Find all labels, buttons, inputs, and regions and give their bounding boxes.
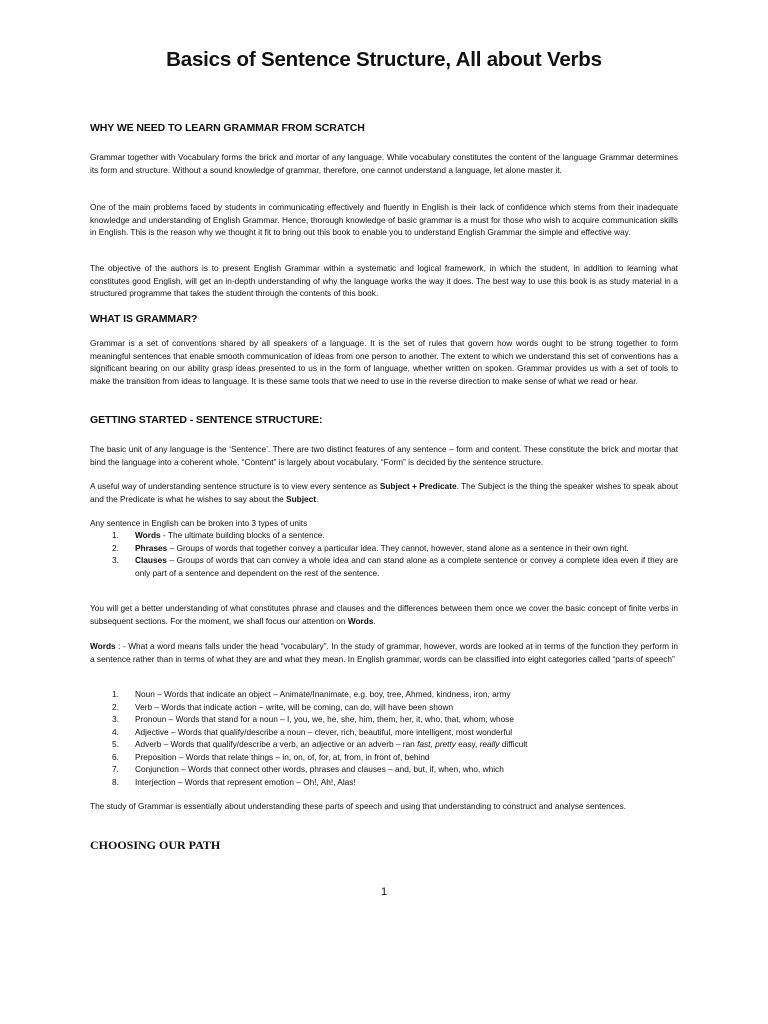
list-item <box>90 701 678 714</box>
document-title: Basics of Sentence Structure, All about Verbs <box>166 48 602 71</box>
text-run: . <box>316 493 319 504</box>
list-item <box>90 726 678 739</box>
units-list <box>90 529 678 579</box>
text-run: Preposition – Words that relate things – in, on, of, for, at, from, in front of, behind <box>135 751 430 762</box>
text-run: Interjection – Words that represent emotion – Oh!, Ah!, Alas! <box>135 776 356 787</box>
list-item <box>90 542 678 555</box>
list-number: 3. <box>112 714 119 724</box>
bold-term: Phrases <box>135 542 168 553</box>
paragraph: The basic unit of any language is the ‘Sentence’. There are two distinct features of any sentence – form and content. These constitute the brick and mortar that bind the language into a coherent whole. “Content” is largely about vocabulary. “Form” is decided by the sentence structure. <box>90 444 678 467</box>
text-run: . The Subject is the thing the speaker wishes to speak about and the Predicate is what he wishes to say about the <box>90 481 679 504</box>
heading-why-grammar: WHY WE NEED TO LEARN GRAMMAR FROM SCRATCH <box>90 122 365 134</box>
text-run: Conjunction – Words that connect other words, phrases and clauses – and, but, if, when, who, which <box>135 764 504 774</box>
text-run: A useful way of understanding sentence structure is to view every sentence as <box>90 481 380 491</box>
bold-term: Words <box>90 641 116 651</box>
paragraph: The study of Grammar is essentially about understanding these parts of speech and using that understanding to construct and analyse sentences. <box>90 801 626 811</box>
paragraph: One of the main problems faced by students in communicating effectively and fluently in English is their lack of confidence which stems from their inadequate knowledge and understanding of English Grammar. Hence, thorough knowledge of basic grammar is a must for those who wish to acquire communication skills in English. This is the reason why we thought it fit to bring out this book to enable you to understand English Grammar the simple and effective way. <box>90 202 678 237</box>
paragraph: Grammar together with Vocabulary forms the brick and mortar of any language. While vocabulary constitutes the content of the language Grammar determines its form and structure. Without a sound knowledge of grammar, therefore, one cannot understand a language, let alone master it. <box>90 152 678 175</box>
bold-term: Clauses <box>135 555 167 565</box>
text-run: Adverb – Words that qualify/describe a verb, an adjective or an adverb – ran <box>135 739 418 749</box>
list-item <box>90 763 678 776</box>
text-run: Verb – Words that indicate action – write, will be coming, can do, will have been shown <box>135 701 454 712</box>
italic-example: really <box>479 739 500 749</box>
page-number: 1 <box>380 886 388 898</box>
list-number: 1. <box>112 689 119 699</box>
paragraph: The objective of the authors is to present English Grammar within a systematic and logical framework, in which the student, in addition to learning what constitutes good English, will get an in-depth understanding of why the language works the way it does. The best way to use this book is as study material in a structured programme that takes the student through the contents of this book. <box>90 263 678 298</box>
bold-term: Words <box>347 615 374 626</box>
bold-term: Subject <box>286 493 316 504</box>
list-number: 3. <box>112 555 119 565</box>
list-item <box>90 554 678 579</box>
list-item <box>90 713 678 726</box>
list-item <box>90 776 678 789</box>
text-run: Pronoun – Words that stand for a noun – I, you, we, he, she, him, them, her, it, who, that, whom, whose <box>135 714 514 724</box>
italic-example: fast, pretty <box>417 739 456 749</box>
list-number: 8. <box>112 776 119 787</box>
text-run: : - What a word means falls under the head “vocabulary”. In the study of grammar, however, words are looked at in terms of the function they perform in a sentence rather than in terms of what they are and what they mean. In English grammar, words can be classified into eight categories called “parts of speech” <box>90 641 678 664</box>
paragraph <box>90 602 678 627</box>
text-run: Adjective – Words that qualify/describe a noun – clever, rich, beautiful, more intelligent, most wonderful <box>135 726 513 737</box>
text-run: difficult <box>499 739 528 749</box>
list-number: 6. <box>112 751 119 762</box>
list-item <box>90 738 678 751</box>
text-run: – Groups of words that can convey a whole idea and can stand alone as a complete sentence or convey a complete idea even if they are only part of a sentence and dependent on the rest of the sentence. <box>135 555 678 578</box>
list-number: 2. <box>112 701 119 712</box>
bold-term: Words <box>135 530 161 540</box>
text-run: Noun – Words that indicate an object – Animate/Inanimate, e.g. boy, tree, Ahmed, kindness, iron, army <box>135 689 511 699</box>
paragraph <box>90 480 678 505</box>
heading-choosing-our-path: CHOOSING OUR PATH <box>90 838 221 852</box>
list-item <box>90 751 678 764</box>
bold-term: Subject + Predicate <box>379 481 457 491</box>
text-run: easy, <box>455 739 480 749</box>
units-intro: Any sentence in English can be broken into 3 types of units <box>90 518 308 528</box>
text-run: - The ultimate building blocks of a sentence. <box>160 530 325 540</box>
text-run: You will get a better understanding of what constitutes phrase and clauses and the differences between them once we cover the basic concept of finite verbs in subsequent sections. For the moment, we shall focus our attention on <box>90 603 678 626</box>
text-run: . <box>373 615 376 626</box>
list-number: 1. <box>112 530 119 540</box>
heading-what-is-grammar: WHAT IS GRAMMAR? <box>90 313 198 325</box>
parts-of-speech-list <box>90 688 678 788</box>
heading-sentence-structure: GETTING STARTED - SENTENCE STRUCTURE: <box>90 414 323 426</box>
paragraph <box>90 640 678 665</box>
list-item <box>90 688 678 701</box>
list-number: 4. <box>112 726 119 737</box>
list-number: 5. <box>112 739 119 749</box>
paragraph: Grammar is a set of conventions shared by all speakers of a language. It is the set of rules that govern how words ought to be strung together to form meaningful sentences that enable smooth communication of ideas from one person to another. The extent to which we understand this set of conventions has a significant bearing on our ability grasp ideas presented to us in the form of language, whether written on spoken. Grammar provides us with a set of tools to make the transition from ideas to language. It is these same tools that we need to use in the reverse direction to make sense of what we read or hear. <box>90 338 678 386</box>
text-run: – Groups of words that together convey a particular idea. They cannot, however, stand alone as a sentence in their own right. <box>167 542 629 553</box>
list-number: 2. <box>112 542 119 553</box>
list-number: 7. <box>112 764 119 774</box>
list-item <box>90 529 678 542</box>
